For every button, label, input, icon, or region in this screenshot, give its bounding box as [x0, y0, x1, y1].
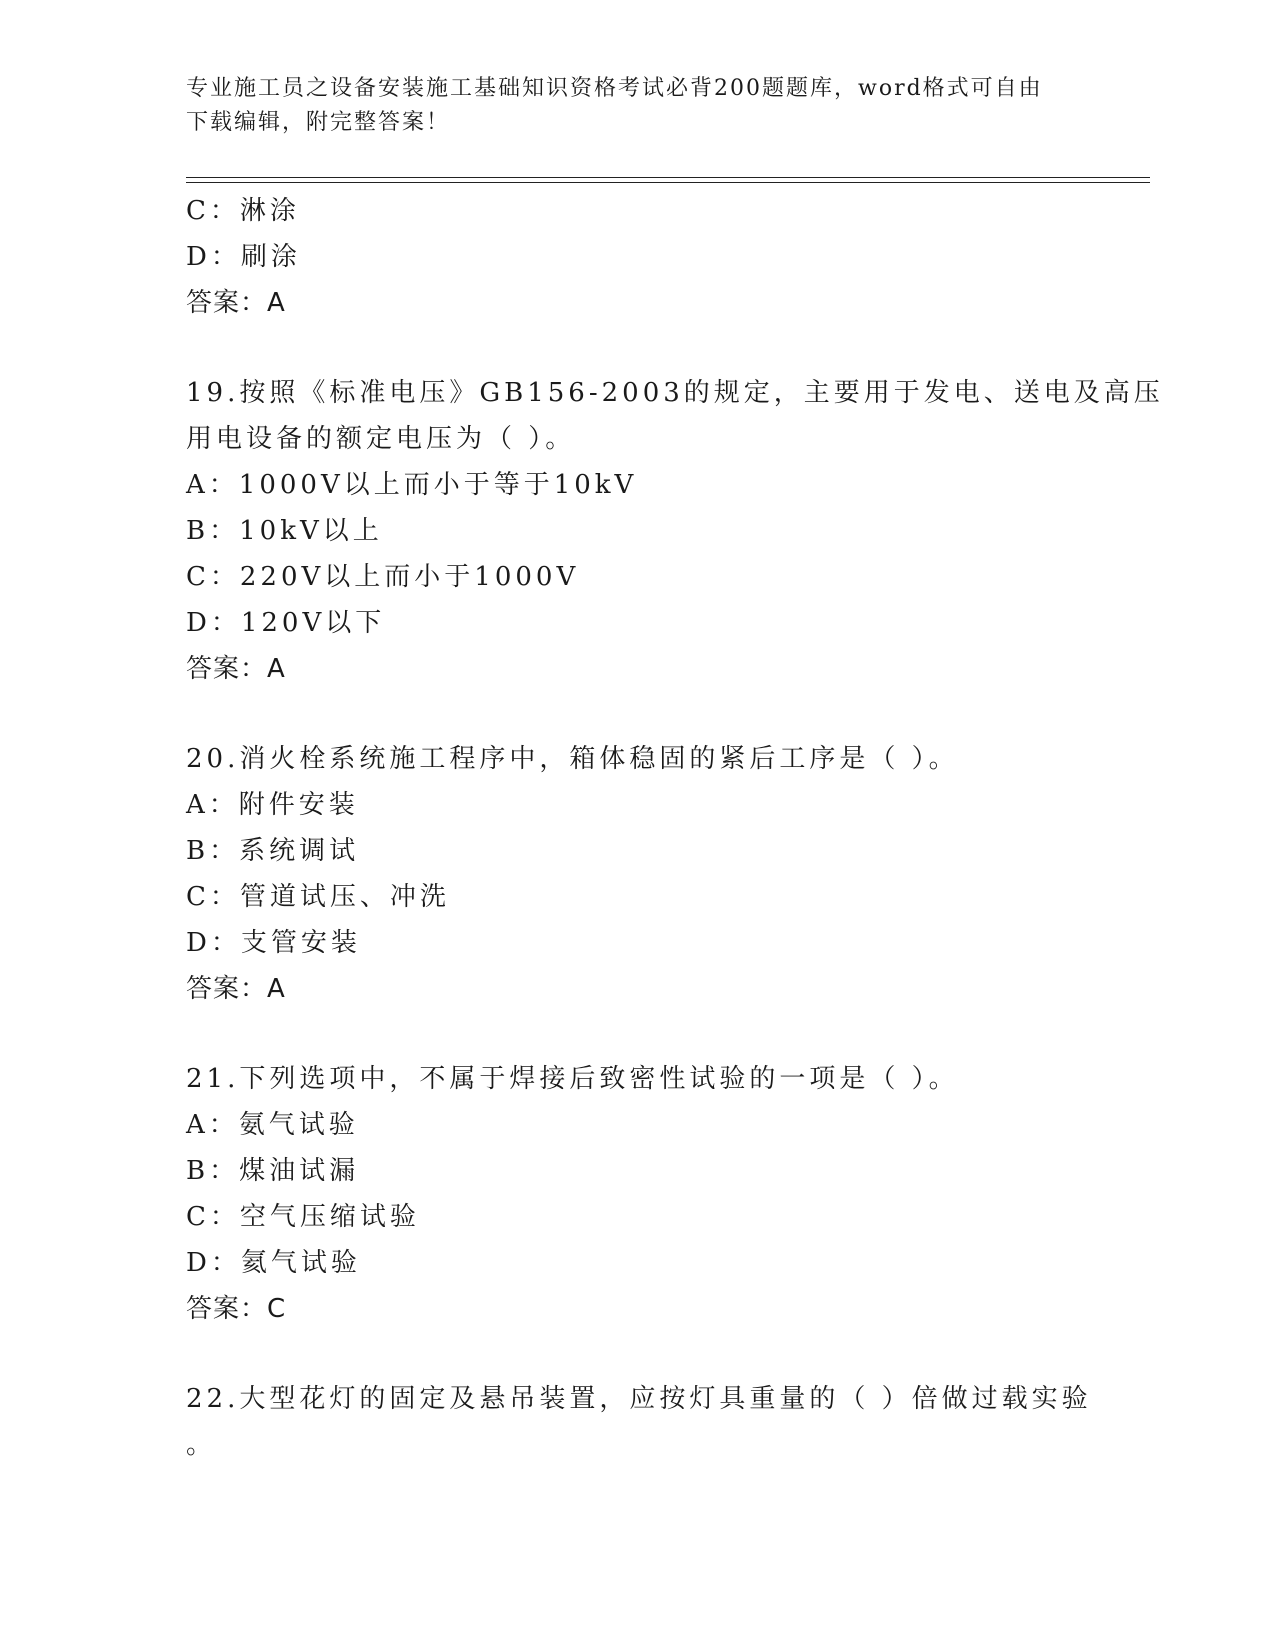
question-22	[186, 1376, 1092, 1468]
option-c: C：淋涂	[186, 196, 300, 226]
option-b: B：煤油试漏	[186, 1156, 360, 1186]
option-d: D：120V以下	[186, 608, 386, 638]
question-text-line-1: 21.下列选项中，不属于焊接后致密性试验的一项是（ ）。	[186, 1064, 959, 1094]
question-text-line-1: 22.大型花灯的固定及悬吊装置，应按灯具重量的（ ）倍做过载实验	[186, 1384, 1092, 1414]
option-c: C：220V以上而小于1000V	[186, 562, 580, 592]
header-line-2: 下载编辑，附完整答案！	[186, 110, 451, 135]
option-c: C：管道试压、冲洗	[186, 882, 450, 912]
option-c: C：空气压缩试验	[186, 1202, 420, 1232]
option-d: D：刷涂	[186, 242, 301, 272]
header-line-1: 专业施工员之设备安装施工基础知识资格考试必背200题题库，word格式可自由	[186, 76, 1043, 101]
option-d: D：氦气试验	[186, 1248, 361, 1278]
option-a: A：氨气试验	[186, 1110, 359, 1140]
question-19	[186, 370, 1164, 692]
question-21	[186, 1056, 1086, 1332]
question-text-line-1: 19.按照《标准电压》GB156-2003的规定，主要用于发电、送电及高压	[186, 378, 1164, 408]
option-b: B：10kV以上	[186, 516, 383, 546]
option-a: A：1000V以上而小于等于10kV	[186, 470, 638, 500]
question-text-line-1: 20.消火栓系统施工程序中，箱体稳固的紧后工序是（ ）。	[186, 744, 959, 774]
answer: 答案：A	[186, 654, 286, 684]
header-rule-bottom	[186, 182, 1150, 183]
question-20	[186, 736, 1086, 1012]
answer: 答案：A	[186, 288, 286, 318]
answer: 答案：C	[186, 1294, 287, 1324]
question-fragment	[186, 188, 1086, 326]
option-d: D：支管安装	[186, 928, 361, 958]
question-text-line-2: 用电设备的额定电压为（ ）。	[186, 424, 576, 454]
option-a: A：附件安装	[186, 790, 359, 820]
header-rule-top	[186, 177, 1150, 178]
option-b: B：系统调试	[186, 836, 360, 866]
question-list	[186, 188, 1164, 1468]
document-header	[186, 72, 1066, 140]
answer: 答案：A	[186, 974, 286, 1004]
question-text-line-2: 。	[186, 1430, 217, 1460]
